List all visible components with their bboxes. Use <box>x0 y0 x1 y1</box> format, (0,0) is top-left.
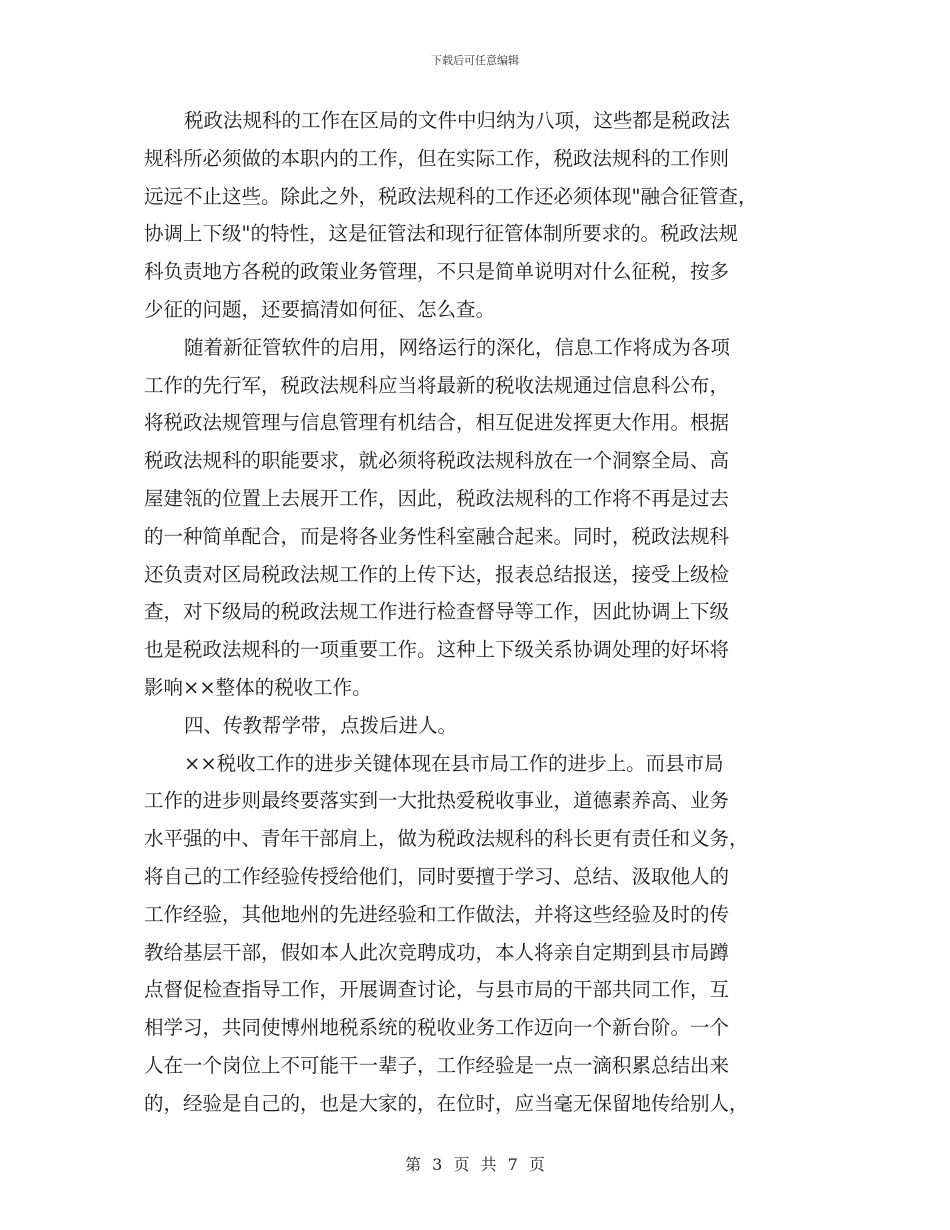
text-line: 人在一个岗位上不可能干一辈子，工作经验是一点一滴积累总结出来 <box>144 1053 730 1077</box>
text-line: 水平强的中、青年干部肩上，做为税政法规科的科长更有责任和义务， <box>144 827 749 851</box>
text-line: 的一种简单配合，而是将各业务性科室融合起来。同时，税政法规科 <box>144 524 730 548</box>
text-line: 工作的进步则最终要落实到一大批热爱税收事业，道德素养高、业务 <box>144 789 730 813</box>
text-line: 屋建瓴的位置上去展开工作，因此，税政法规科的工作将不再是过去 <box>144 486 730 510</box>
document-body <box>144 102 830 1123</box>
text-line: 税政法规科的工作在区局的文件中归纳为八项，这些都是税政法 <box>184 109 731 132</box>
text-line: 科负责地方各税的政策业务管理，不只是简单说明对什么征税，按多 <box>144 260 730 284</box>
text-line: 查，对下级局的税政法规工作进行检查督导等工作，因此协调上下级 <box>144 600 730 624</box>
text-line: 教给基层干部，假如本人此次竞聘成功，本人将亲自定期到县市局蹲 <box>144 940 730 964</box>
text-line: 协调上下级"的特性，这是征管法和现行征管体制所要求的。税政法规 <box>144 222 738 246</box>
text-line: 相学习，共同使博州地税系统的税收业务工作迈向一个新台阶。一个 <box>144 1016 730 1040</box>
text-line: ××税收工作的进步关键体现在县市局工作的进步上。而县市局 <box>184 751 724 775</box>
text-line: 工作经验，其他地州的先进经验和工作做法，并将这些经验及时的传 <box>144 902 730 926</box>
text-line: 税政法规科的职能要求，就必须将税政法规科放在一个洞察全局、高 <box>144 449 730 473</box>
text-line: 随着新征管软件的启用，网络运行的深化，信息工作将成为各项 <box>184 335 731 359</box>
page-header: 下载后可任意编辑 <box>431 54 519 67</box>
text-line: 规科所必须做的本职内的工作，但在实际工作，税政法规科的工作则 <box>144 146 730 170</box>
text-line: 远远不止这些。除此之外，税政法规科的工作还必须体现"融合征管查， <box>144 184 758 208</box>
text-line: 点督促检查指导工作，开展调查讨论，与县市局的干部共同工作，互 <box>144 978 730 1002</box>
text-line: 少征的问题，还要搞清如何征、怎么查。 <box>144 297 496 321</box>
text-line: 将税政法规管理与信息管理有机结合，相互促进发挥更大作用。根据 <box>144 411 730 435</box>
text-line: 影响××整体的税收工作。 <box>144 675 372 699</box>
text-line: 的，经验是自己的，也是大家的，在位时，应当毫无保留地传给别人， <box>144 1091 749 1115</box>
text-line: 四、传教帮学带，点拨后进人。 <box>184 713 458 737</box>
text-line: 也是税政法规科的一项重要工作。这种上下级关系协调处理的好坏将 <box>144 638 730 662</box>
page-footer: 第 3 页 共 7 页 <box>405 1155 545 1174</box>
text-line: 工作的先行军，税政法规科应当将最新的税收法规通过信息科公布， <box>144 373 730 397</box>
text-line: 将自己的工作经验传授给他们，同时要擅于学习、总结、汲取他人的 <box>144 864 730 888</box>
text-line: 还负责对区局税政法规工作的上传下达，报表总结报送，接受上级检 <box>144 562 730 586</box>
